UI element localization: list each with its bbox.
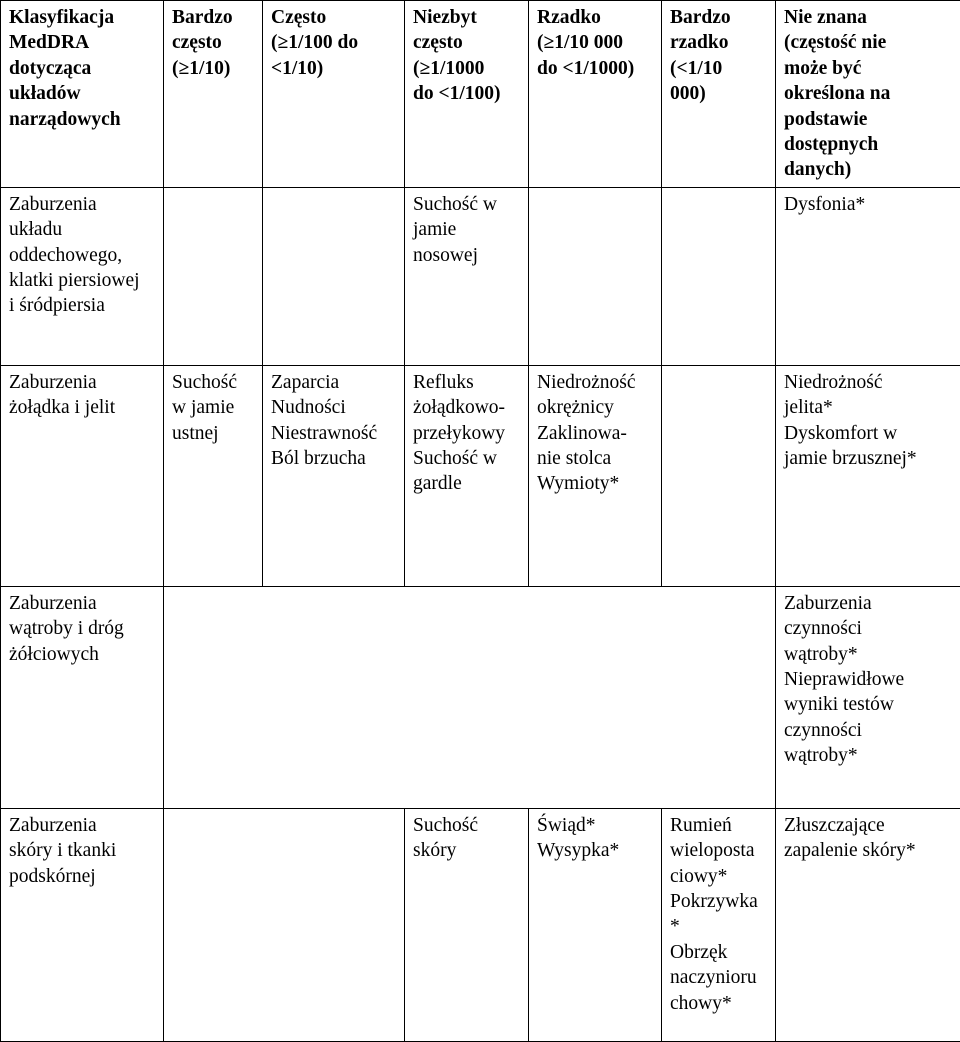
cell-rare [529, 808, 662, 1041]
cell-very-rare [662, 808, 776, 1041]
cell-line: klatki piersiowej [9, 268, 159, 293]
header-rare [529, 1, 662, 188]
cell-line: przełykowy [413, 421, 524, 446]
cell-line: zapalenie skóry* [784, 838, 956, 863]
header-not-known [776, 1, 960, 188]
cell-line: Ból brzucha [271, 446, 400, 471]
cell-line: wątroby i dróg [9, 616, 159, 641]
cell-line: chowy* [670, 991, 771, 1016]
header-soc [1, 1, 164, 188]
cell-line: okrężnicy [537, 395, 657, 420]
header-rare-line: (≥1/10 000 [537, 30, 657, 55]
cell-line: Suchość [172, 370, 258, 395]
cell-line: Zaburzenia [9, 192, 159, 217]
cell-line: Zaparcia [271, 370, 400, 395]
cell-line: Złuszczające [784, 813, 956, 838]
cell-line: Zaburzenia [784, 591, 956, 616]
table-row-skin [1, 808, 960, 1041]
cell-line: układu [9, 217, 159, 242]
table-header-row [1, 1, 960, 188]
header-rare-line: Rzadko [537, 5, 657, 30]
header-common-line: (≥1/100 do [271, 30, 400, 55]
header-uncommon-line: do <1/100) [413, 81, 524, 106]
cell-rare [529, 365, 662, 586]
cell-line: i śródpiersia [9, 293, 159, 318]
cell-line: Niedrożność [784, 370, 956, 395]
header-soc-line: narządowych [9, 107, 159, 132]
cell-line: Zaburzenia [9, 813, 159, 838]
cell-very-common [164, 187, 263, 365]
cell-line: Nudności [271, 395, 400, 420]
cell-line: jamie [413, 217, 524, 242]
cell-line: podskórnej [9, 864, 159, 889]
cell-line: nosowej [413, 243, 524, 268]
header-uncommon-line: (≥1/1000 [413, 56, 524, 81]
header-uncommon [405, 1, 529, 188]
cell-line: oddechowego, [9, 243, 159, 268]
cell-line: jamie brzusznej* [784, 446, 956, 471]
header-very-common [164, 1, 263, 188]
cell-merged-empty [164, 808, 405, 1041]
cell-line: nie stolca [537, 446, 657, 471]
header-very-common-line: (≥1/10) [172, 56, 258, 81]
cell-line: Suchość [413, 813, 524, 838]
header-very-rare-line: rzadko [670, 30, 771, 55]
header-rare-line: do <1/1000) [537, 56, 657, 81]
header-very-rare-line: Bardzo [670, 5, 771, 30]
header-very-common-line: często [172, 30, 258, 55]
cell-line: czynności [784, 718, 956, 743]
cell-line: wątroby* [784, 642, 956, 667]
cell-uncommon [405, 365, 529, 586]
cell-line: Zaburzenia [9, 370, 159, 395]
cell-merged-empty [164, 586, 776, 808]
cell-not-known [776, 187, 960, 365]
cell-line: Niedrożność [537, 370, 657, 395]
table-row-hepatobiliary [1, 586, 960, 808]
cell-line: wyniki testów [784, 692, 956, 717]
header-very-rare [662, 1, 776, 188]
cell-line: Dyskomfort w [784, 421, 956, 446]
cell-line: żołądka i jelit [9, 395, 159, 420]
cell-line: Świąd* [537, 813, 657, 838]
cell-line: Rumień [670, 813, 771, 838]
header-uncommon-line: Niezbyt [413, 5, 524, 30]
cell-not-known [776, 365, 960, 586]
cell-line: żółciowych [9, 642, 159, 667]
cell-line: naczynioru [670, 965, 771, 990]
header-soc-line: dotycząca [9, 56, 159, 81]
header-not-known-line: Nie znana [784, 5, 956, 30]
cell-soc [1, 187, 164, 365]
header-not-known-line: dostępnych [784, 132, 956, 157]
header-common-line: Często [271, 5, 400, 30]
header-not-known-line: (częstość nie [784, 30, 956, 55]
header-very-common-line: Bardzo [172, 5, 258, 30]
cell-soc [1, 586, 164, 808]
table-row-respiratory [1, 187, 960, 365]
cell-very-common [164, 365, 263, 586]
header-not-known-line: określona na [784, 81, 956, 106]
cell-line: Suchość w [413, 446, 524, 471]
cell-line: Pokrzywka [670, 889, 771, 914]
cell-line: żołądkowo- [413, 395, 524, 420]
cell-line: Suchość w [413, 192, 524, 217]
cell-line: jelita* [784, 395, 956, 420]
header-common [263, 1, 405, 188]
header-soc-line: MedDRA [9, 30, 159, 55]
cell-not-known [776, 586, 960, 808]
cell-very-rare [662, 365, 776, 586]
cell-line: ciowy* [670, 864, 771, 889]
header-not-known-line: może być [784, 56, 956, 81]
cell-line: Niestrawność [271, 421, 400, 446]
cell-line: Refluks [413, 370, 524, 395]
cell-line: ustnej [172, 421, 258, 446]
header-soc-line: Klasyfikacja [9, 5, 159, 30]
cell-soc [1, 808, 164, 1041]
header-not-known-line: danych) [784, 157, 956, 182]
cell-line: gardle [413, 471, 524, 496]
header-not-known-line: podstawie [784, 107, 956, 132]
cell-uncommon [405, 187, 529, 365]
cell-line: Wymioty* [537, 471, 657, 496]
cell-line: w jamie [172, 395, 258, 420]
cell-line: Zaklinowa- [537, 421, 657, 446]
cell-very-rare [662, 187, 776, 365]
cell-line: wieloposta [670, 838, 771, 863]
cell-rare [529, 187, 662, 365]
cell-line: czynności [784, 616, 956, 641]
header-common-line: <1/10) [271, 56, 400, 81]
cell-line: Zaburzenia [9, 591, 159, 616]
cell-common [263, 365, 405, 586]
header-very-rare-line: (<1/10 [670, 56, 771, 81]
cell-common [263, 187, 405, 365]
cell-soc [1, 365, 164, 586]
header-very-rare-line: 000) [670, 81, 771, 106]
cell-line: Dysfonia* [784, 192, 956, 217]
table-row-gastrointestinal [1, 365, 960, 586]
cell-line: skóry i tkanki [9, 838, 159, 863]
cell-line: wątroby* [784, 743, 956, 768]
header-uncommon-line: często [413, 30, 524, 55]
cell-line: Obrzęk [670, 940, 771, 965]
cell-line: * [670, 914, 771, 939]
cell-line: Wysypka* [537, 838, 657, 863]
cell-not-known [776, 808, 960, 1041]
cell-line: Nieprawidłowe [784, 667, 956, 692]
cell-line: skóry [413, 838, 524, 863]
header-soc-line: układów [9, 81, 159, 106]
cell-uncommon [405, 808, 529, 1041]
